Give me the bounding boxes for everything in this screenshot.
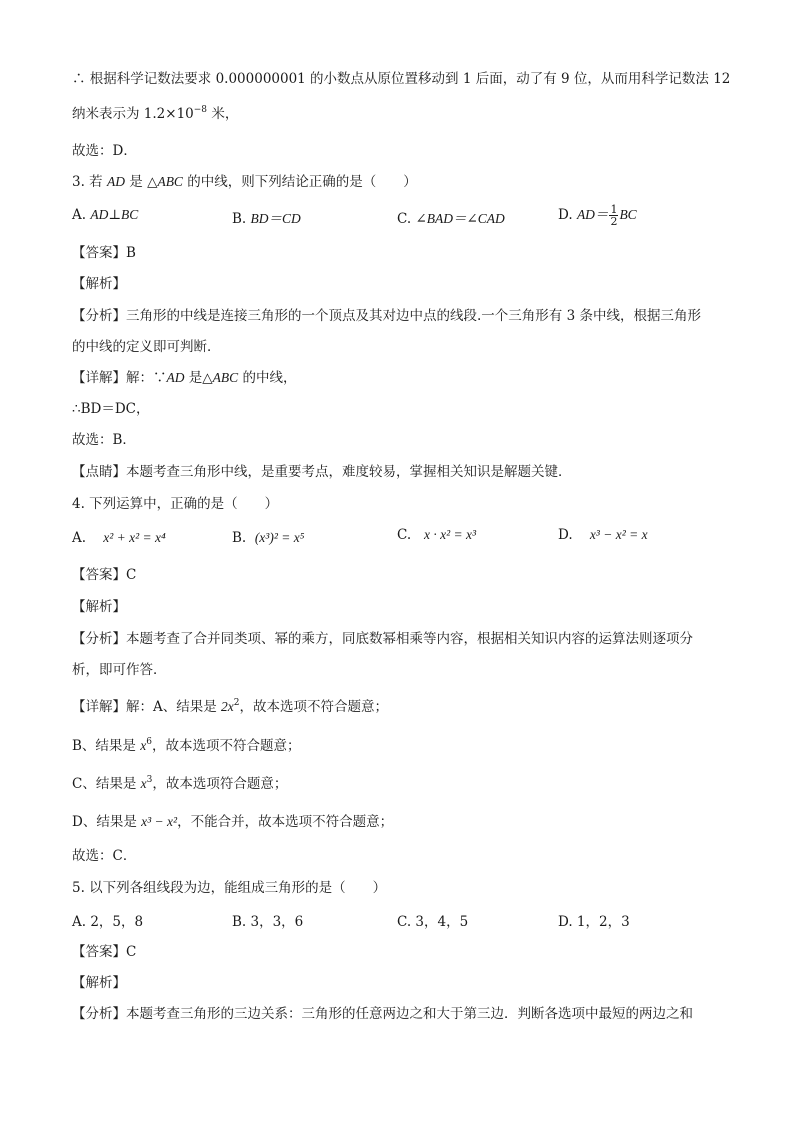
q5-options xyxy=(72,910,732,930)
q4-option-d xyxy=(558,527,648,543)
q3-options xyxy=(72,203,732,228)
q4-detail-b-post: ，故本选项不符合题意； xyxy=(151,738,301,754)
q5-option-d: D. 1，2，3 xyxy=(558,914,630,930)
q3-therefore: ∴BD＝DC， xyxy=(72,401,150,417)
q4-stem: 4. 下列运算中，正确的是（ ） xyxy=(72,496,279,512)
q3-detail-ad: AD xyxy=(166,370,185,385)
q4-detail-d-expr: x³ − x² xyxy=(141,814,178,829)
q4-detail-a-post: ，故本选项不符合题意； xyxy=(239,699,389,715)
sci-line2-pre: 纳米表示为 1.2×10 xyxy=(72,106,194,122)
q4-option-c xyxy=(397,527,476,543)
q5-analysis-line-1: 【分析】本题考查三角形的三边关系：三角形的任意两边之和大于第三边．判断各选项中最短的两边之和 xyxy=(72,1006,693,1022)
q4-option-b-key: B. xyxy=(232,530,247,546)
sci-choice: 故选：D． xyxy=(72,143,137,159)
q4-detail-c-post: ，故本选项符合题意； xyxy=(152,776,288,792)
q4-option-a-key: A. xyxy=(72,530,87,546)
q4-option-c-expr: x · x² = x³ xyxy=(424,527,477,542)
q4-option-a xyxy=(72,530,166,546)
q3-stem xyxy=(72,172,734,192)
q4-detail-a-pre: 【详解】解：A、结果是 xyxy=(72,699,222,715)
q3-detail-post: 的中线， xyxy=(238,370,297,386)
fraction-denominator: 2 xyxy=(610,215,618,228)
q3-analysis-line-2: 的中线的定义即可判断． xyxy=(72,339,221,355)
q4-detail-a xyxy=(72,697,734,717)
q5-option-a: A. 2，5，8 xyxy=(72,914,144,930)
q3-option-b-math: BD＝CD xyxy=(250,211,301,226)
q3-stem-pre: 3. 若 xyxy=(72,174,107,190)
q3-answer: 【答案】B xyxy=(72,245,136,261)
q3-option-c-math: ∠BAD＝∠CAD xyxy=(415,211,505,226)
q3-stem-mid: 是 xyxy=(124,174,148,190)
q4-answer: 【答案】C xyxy=(72,567,137,583)
q3-option-a-math: AD⊥BC xyxy=(90,207,139,222)
q4-analysis-line-2: 析，即可作答． xyxy=(72,662,167,678)
q3-option-c-key: C. xyxy=(397,211,416,227)
q3-detail-mid: 是 xyxy=(184,370,203,386)
q5-jiexi-heading: 【解析】 xyxy=(72,975,126,991)
q3-option-a-key: A. xyxy=(72,207,91,223)
q4-jiexi-heading: 【解析】 xyxy=(72,599,126,615)
q3-stem-triangle: △ABC xyxy=(147,174,183,189)
q3-option-b-key: B. xyxy=(232,211,251,227)
q3-jiexi-heading: 【解析】 xyxy=(72,276,126,292)
sci-text-line-2 xyxy=(72,104,734,124)
sci-line2-exponent: −8 xyxy=(193,105,208,115)
sci-text-line-1: ∴ 根据科学记数法要求 0.000000001 的小数点从原位置移动到 1 后面，动了有 9 位，从而用科学记数法 12 xyxy=(72,71,731,87)
q4-detail-d-post: ，不能合并，故本选项不符合题意； xyxy=(177,814,394,830)
q3-option-c xyxy=(397,207,505,227)
q3-detail-pre: 【详解】解：∵ xyxy=(72,370,167,386)
q4-analysis-line-1: 【分析】本题考查了合并同类项、幂的乘方，同底数幂相乘等内容，根据相关知识内容的运算法则逐项分 xyxy=(72,631,693,647)
q4-detail-c xyxy=(72,774,734,794)
q5-answer: 【答案】C xyxy=(72,944,137,960)
q4-detail-a-exponent: 2 xyxy=(233,698,240,708)
q3-choice: 故选：B． xyxy=(72,432,136,448)
q3-option-d-fraction xyxy=(609,204,618,227)
q3-option-d-key: D. xyxy=(558,207,577,223)
q4-choice: 故选：C． xyxy=(72,848,137,864)
q3-stem-ad: AD xyxy=(106,174,125,189)
q4-option-b-expr: (x³)² = x⁵ xyxy=(254,530,305,545)
q4-detail-b-expr: x xyxy=(140,738,147,753)
q3-option-a xyxy=(72,207,138,223)
q4-option-d-key: D. xyxy=(558,527,573,543)
q3-detail xyxy=(72,368,734,388)
q4-detail-b-pre: B、结果是 xyxy=(72,738,141,754)
q4-option-d-expr: x³ − x² = x xyxy=(589,527,648,542)
q5-stem: 5. 以下列各组线段为边，能组成三角形的是（ ） xyxy=(72,880,387,896)
q5-option-c: C. 3，4，5 xyxy=(397,914,469,930)
q3-comment: 【点睛】本题考查三角形中线，是重要考点，难度较易，掌握相关知识是解题关键． xyxy=(72,464,572,480)
q4-option-c-key: C. xyxy=(397,527,412,543)
q4-detail-d xyxy=(72,812,734,832)
q4-detail-a-expr: 2x xyxy=(221,699,234,714)
q4-detail-d-pre: D、结果是 xyxy=(72,814,142,830)
q3-option-b xyxy=(232,207,301,227)
q3-stem-post: 的中线，则下列结论正确的是（ ） xyxy=(182,174,417,190)
q3-analysis-line-1: 【分析】三角形的中线是连接三角形的一个顶点及其对边中点的线段.一个三角形有 3 条中线，根据三角形 xyxy=(72,308,701,324)
sci-line2-post: 米， xyxy=(207,106,239,122)
q3-option-d-pre: AD＝ xyxy=(576,207,609,222)
q4-detail-b xyxy=(72,736,734,756)
fraction-numerator: 1 xyxy=(610,203,618,216)
q3-option-d xyxy=(558,203,637,227)
q4-option-b xyxy=(232,530,304,546)
q4-options xyxy=(72,527,732,550)
q5-option-b: B. 3，3，6 xyxy=(232,914,304,930)
q4-option-a-expr: x² + x² = x⁴ xyxy=(103,530,166,545)
q4-detail-b-exponent: 6 xyxy=(146,737,152,747)
q4-detail-c-exponent: 3 xyxy=(146,775,153,785)
q4-detail-c-expr: x xyxy=(140,776,147,791)
q3-detail-triangle: △ABC xyxy=(202,370,239,385)
q3-option-d-post: BC xyxy=(619,207,637,222)
q4-detail-c-pre: C、结果是 xyxy=(72,776,141,792)
